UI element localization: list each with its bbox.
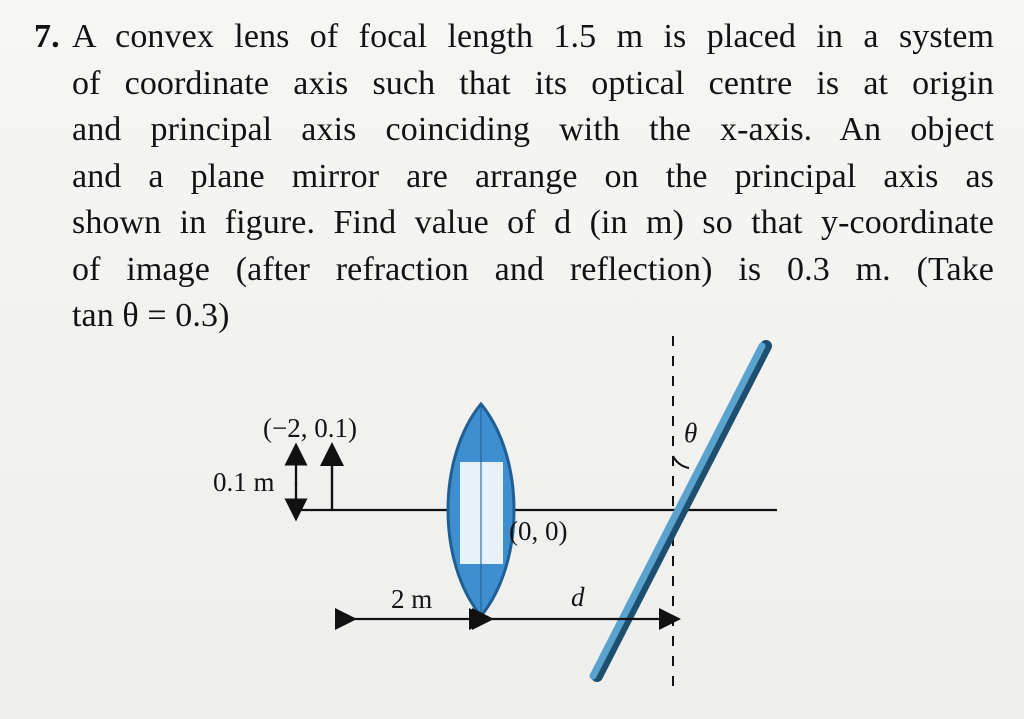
theta-label: θ (684, 418, 698, 448)
question-line-2: of coordinate axis such that its optical centre is at origin (72, 64, 994, 102)
question-line-6: of image (after refraction and reflection) is 0.3 m. (Take (72, 250, 994, 288)
theta-arc (673, 456, 689, 468)
question-number: 7. (34, 18, 60, 55)
question-line-4: and a plane mirror are arrange on the principal axis as (72, 157, 994, 195)
question-line-5: shown in figure. Find value of d (in m) so that y-coordinate (72, 204, 994, 241)
question-line-3: and principal axis coinciding with the x-axis. An object (72, 111, 994, 148)
height-label: 0.1 m (213, 467, 275, 497)
question-line-7: tan θ = 0.3) (72, 297, 230, 334)
distance-d-label: d (571, 582, 585, 612)
question-line-1-text: A convex lens of focal length 1.5 m is placed in a system (72, 18, 994, 55)
distance-2m-label: 2 m (391, 584, 433, 614)
object-coordinate-label: (−2, 0.1) (263, 413, 357, 443)
origin-label: (0, 0) (509, 516, 568, 546)
